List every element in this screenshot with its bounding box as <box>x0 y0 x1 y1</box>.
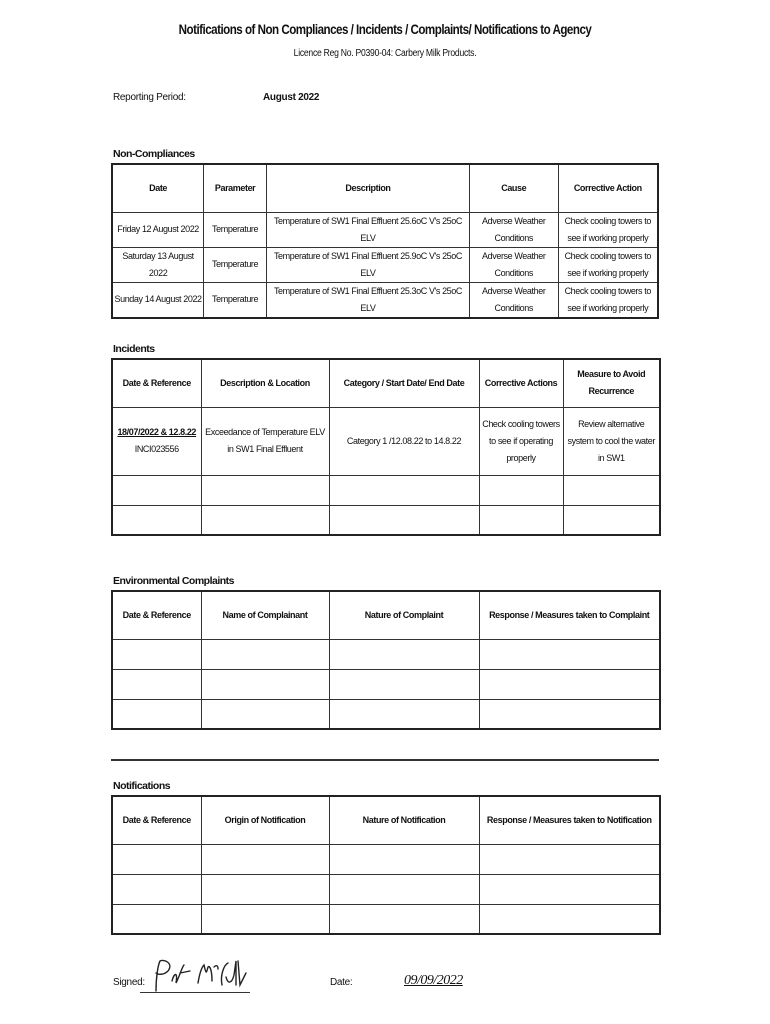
incidents-heading: Incidents <box>113 343 155 355</box>
table-row <box>112 212 658 247</box>
ec-col-complainant: Name of Complainant <box>201 591 329 639</box>
nc-col-cause: Cause <box>469 164 558 212</box>
incidents-table <box>111 358 661 536</box>
nc-col-parameter: Parameter <box>204 164 267 212</box>
signature-image <box>150 957 250 997</box>
nc-date: Saturday 13 August 2022 <box>112 247 204 282</box>
table-row <box>112 407 660 475</box>
ec-col-nature: Nature of Complaint <box>329 591 479 639</box>
inc-col-corrective: Corrective Actions <box>479 359 563 407</box>
nc-corrective-action: Check cooling towers to see if working properly <box>558 282 658 318</box>
nc-description: Temperature of SW1 Final Effluent 25.6oC V's 25oC ELV <box>267 212 470 247</box>
licence-subtitle: Licence Reg No. P0390-04: Carbery Milk Products. <box>293 48 477 59</box>
signed-date: 09/09/2022 <box>404 973 463 988</box>
non-compliances-heading: Non-Compliances <box>113 148 195 160</box>
nc-cause: Adverse Weather Conditions <box>469 212 558 247</box>
signed-label: Signed: <box>113 977 145 988</box>
nt-col-nature: Nature of Notification <box>329 796 479 844</box>
reporting-period-value: August 2022 <box>263 92 320 103</box>
table-row <box>112 904 660 934</box>
ec-col-response: Response / Measures taken to Complaint <box>479 591 660 639</box>
table-row <box>112 475 660 505</box>
nc-parameter: Temperature <box>204 212 267 247</box>
table-row <box>112 282 658 318</box>
nc-corrective-action: Check cooling towers to see if working properly <box>558 212 658 247</box>
inc-measure: Review alternative system to cool the water in SW1 <box>563 407 660 475</box>
inc-col-category: Category / Start Date/ End Date <box>329 359 479 407</box>
table-row <box>112 247 658 282</box>
nt-col-date-ref: Date & Reference <box>112 796 201 844</box>
table-row <box>112 505 660 535</box>
inc-description: Exceedance of Temperature ELV in SW1 Final Effluent <box>201 407 329 475</box>
nc-col-date: Date <box>112 164 204 212</box>
nc-parameter: Temperature <box>204 247 267 282</box>
nc-date: Sunday 14 August 2022 <box>112 282 204 318</box>
nc-description: Temperature of SW1 Final Effluent 25.9oC V's 25oC ELV <box>267 247 470 282</box>
nc-col-corrective-action: Corrective Action <box>558 164 658 212</box>
reporting-period-label: Reporting Period: <box>113 92 186 103</box>
ec-col-date-ref: Date & Reference <box>112 591 201 639</box>
inc-col-description: Description & Location <box>201 359 329 407</box>
inc-col-date-ref: Date & Reference <box>112 359 201 407</box>
inc-date: 18/07/2022 & 12.8.22 <box>117 427 197 437</box>
table-row <box>112 639 660 669</box>
nc-parameter: Temperature <box>204 282 267 318</box>
inc-corrective: Check cooling towers to see if operating properly <box>479 407 563 475</box>
nc-date: Friday 12 August 2022 <box>112 212 204 247</box>
env-complaints-heading: Environmental Complaints <box>113 575 235 587</box>
table-row <box>112 669 660 699</box>
nt-col-origin: Origin of Notification <box>201 796 329 844</box>
inc-col-measure: Measure to Avoid Recurrence <box>563 359 660 407</box>
table-row <box>112 844 660 874</box>
table-row <box>112 699 660 729</box>
inc-category: Category 1 /12.08.22 to 14.8.22 <box>329 407 479 475</box>
notifications-heading: Notifications <box>113 780 171 792</box>
notifications-table <box>111 795 661 935</box>
nc-description: Temperature of SW1 Final Effluent 25.3oC V's 25oC ELV <box>267 282 470 318</box>
inc-ref: INCI023556 <box>134 444 179 454</box>
table-row <box>112 874 660 904</box>
nt-col-response: Response / Measures taken to Notification <box>479 796 660 844</box>
nc-cause: Adverse Weather Conditions <box>469 247 558 282</box>
nc-corrective-action: Check cooling towers to see if working properly <box>558 247 658 282</box>
nc-col-description: Description <box>267 164 470 212</box>
nc-cause: Adverse Weather Conditions <box>469 282 558 318</box>
env-complaints-table <box>111 590 661 730</box>
non-compliances-table <box>111 163 659 319</box>
page-title: Notifications of Non Compliances / Incidents / Complaints/ Notifications to Agency <box>178 22 592 37</box>
section-divider <box>111 759 659 761</box>
date-label: Date: <box>330 977 353 988</box>
